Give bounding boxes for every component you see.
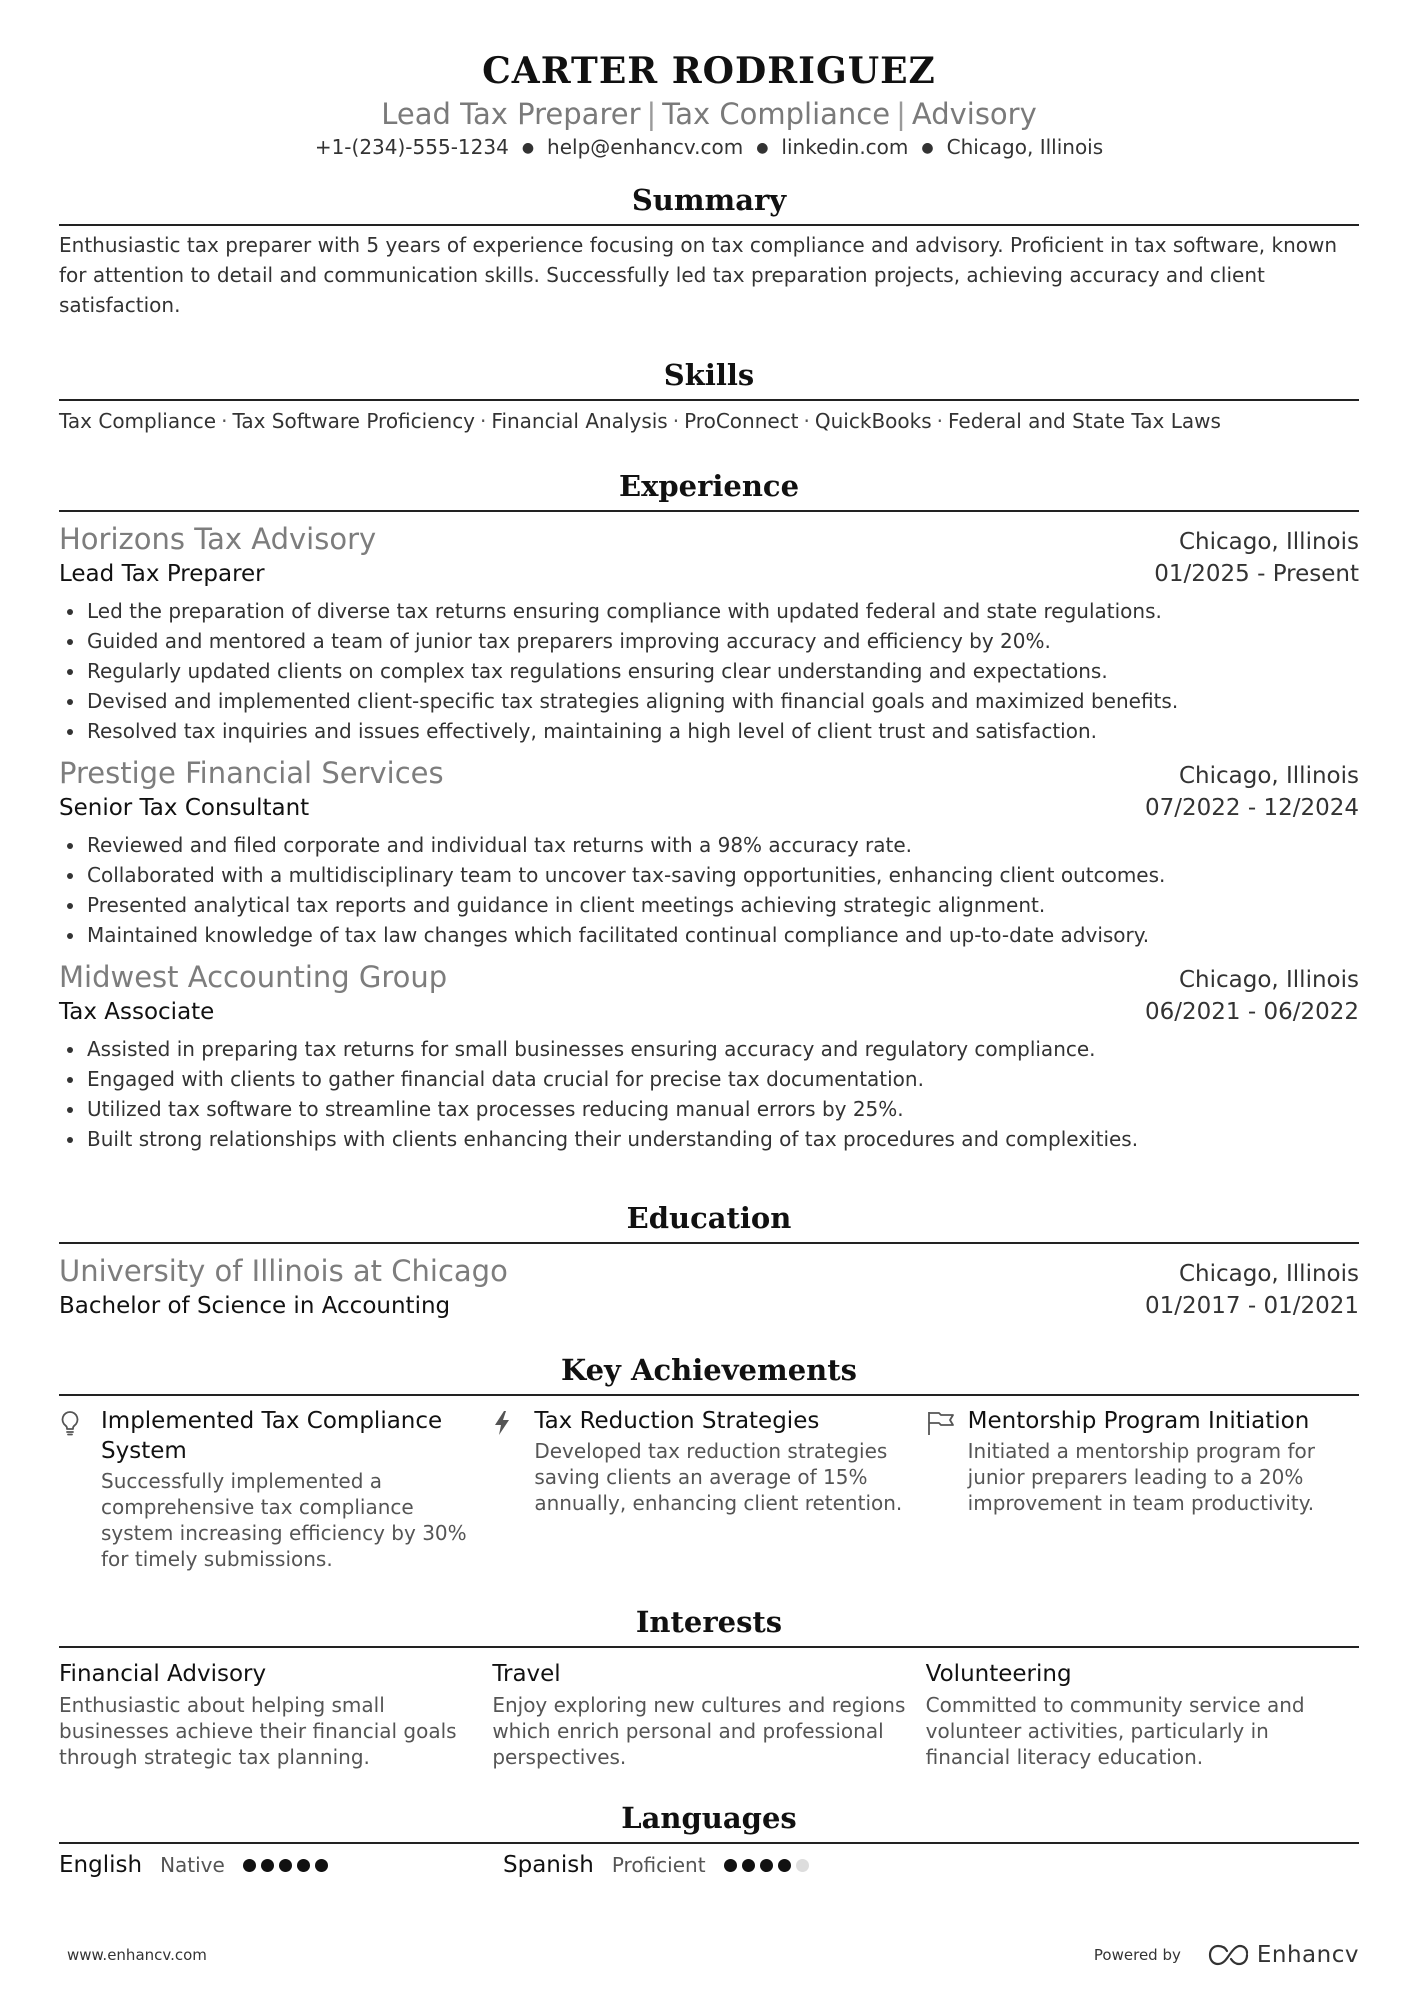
job-entry	[59, 958, 1359, 1154]
rating-dot-filled	[724, 1859, 737, 1872]
rating-dot-filled	[243, 1859, 256, 1872]
company-name: Horizons Tax Advisory	[59, 522, 377, 556]
interest-description: Enjoy exploring new cultures and regions which enrich personal and professional perspectives.	[492, 1693, 906, 1769]
interest-item	[492, 1658, 925, 1770]
company-name: Midwest Accounting Group	[59, 960, 448, 994]
rating-dot-empty	[796, 1859, 809, 1872]
flag-icon	[926, 1406, 968, 1516]
job-dates: 06/2021 - 06/2022	[1144, 999, 1359, 1025]
language-item	[503, 1852, 947, 1878]
language-level: Proficient	[611, 1853, 706, 1877]
skill-item: Tax Compliance	[59, 409, 217, 433]
achievement-title: Implemented Tax Compliance System	[101, 1408, 443, 1464]
interest-item	[59, 1658, 492, 1770]
section-title: Experience	[59, 466, 1359, 512]
proficiency-dots	[724, 1859, 809, 1872]
company-name: Prestige Financial Services	[59, 756, 444, 790]
job-dates: 07/2022 - 12/2024	[1144, 795, 1359, 821]
skills-section	[59, 355, 1359, 435]
resume-header	[59, 0, 1359, 161]
rating-dot-filled	[760, 1859, 773, 1872]
rating-dot-filled	[279, 1859, 292, 1872]
footer	[59, 1942, 1359, 1968]
education-entry	[59, 1252, 1359, 1322]
school-location: Chicago, Illinois	[1178, 1261, 1359, 1287]
achievement-description: Developed tax reduction strategies saving clients an average of 15% annually, enhancing client retention.	[534, 1439, 903, 1515]
summary-section	[59, 180, 1359, 320]
degree: Bachelor of Science in Accounting	[59, 1293, 451, 1319]
interest-title: Financial Advisory	[59, 1661, 267, 1687]
job-location: Chicago, Illinois	[1178, 763, 1359, 789]
headline-item: Advisory	[911, 97, 1037, 131]
school-name: University of Illinois at Chicago	[59, 1254, 508, 1288]
list-item: Engaged with clients to gather financial data crucial for precise tax documentation.	[59, 1064, 1359, 1094]
headline-item: Lead Tax Preparer	[381, 97, 641, 131]
section-title: Interests	[59, 1602, 1359, 1648]
skill-item: Financial Analysis	[491, 409, 668, 433]
job-title: Lead Tax Preparer	[59, 561, 265, 587]
skill-item: QuickBooks	[814, 409, 932, 433]
achievement-title: Tax Reduction Strategies	[534, 1408, 820, 1434]
rating-dot-filled	[297, 1859, 310, 1872]
section-title: Skills	[59, 355, 1359, 401]
list-item: Led the preparation of diverse tax returns ensuring compliance with updated federal and state regulations.	[59, 596, 1359, 626]
list-item: Regularly updated clients on complex tax regulations ensuring clear understanding and expectations.	[59, 656, 1359, 686]
summary-text: Enthusiastic tax preparer with 5 years of experience focusing on tax compliance and advisory. Proficient in tax software, known for attention to detail and communication skills. Successfully led tax preparation projects, achieving accuracy and client satisfaction.	[59, 233, 1338, 317]
brand-name: Enhancv	[1256, 1942, 1359, 1968]
footer-website-link[interactable]: www.enhancv.com	[67, 1946, 207, 1964]
contact-line: +1-(234)-555-1234 ● help@enhancv.com ● linkedin.com ● Chicago, Illinois	[314, 135, 1104, 159]
achievement-item	[492, 1406, 925, 1572]
skill-item: Tax Software Proficiency	[232, 409, 476, 433]
candidate-name: CARTER RODRIGUEZ	[482, 50, 936, 92]
skill-item: Federal and State Tax Laws	[948, 409, 1221, 433]
job-location: Chicago, Illinois	[1178, 967, 1359, 993]
powered-by	[1094, 1942, 1359, 1968]
headline-item: Tax Compliance	[662, 97, 891, 131]
job-bullets	[59, 830, 1359, 950]
enhancv-logo-icon	[1207, 1942, 1253, 1968]
rating-dot-filled	[315, 1859, 328, 1872]
section-title: Education	[59, 1198, 1359, 1244]
job-title: Tax Associate	[59, 999, 215, 1025]
language-name: Spanish	[503, 1852, 594, 1878]
job-location: Chicago, Illinois	[1178, 529, 1359, 555]
lightbulb-icon	[59, 1406, 101, 1572]
achievement-description: Successfully implemented a comprehensive tax compliance system increasing efficiency by 30% for timely submissions.	[101, 1469, 467, 1571]
job-entry	[59, 754, 1359, 950]
job-bullets	[59, 1034, 1359, 1154]
section-title: Languages	[59, 1798, 1359, 1844]
list-item: Utilized tax software to streamline tax processes reducing manual errors by 25%.	[59, 1094, 1359, 1124]
job-title: Senior Tax Consultant	[59, 795, 310, 821]
achievements-section	[59, 1350, 1359, 1572]
rating-dot-filled	[778, 1859, 791, 1872]
education-dates: 01/2017 - 01/2021	[1144, 1293, 1359, 1319]
list-item: Assisted in preparing tax returns for small businesses ensuring accuracy and regulatory compliance.	[59, 1034, 1359, 1064]
achievement-description: Initiated a mentorship program for junior preparers leading to a 20% improvement in team productivity.	[967, 1439, 1315, 1515]
achievement-item	[59, 1406, 492, 1572]
email-link[interactable]: help@enhancv.com	[547, 135, 744, 159]
interest-title: Travel	[492, 1661, 561, 1687]
job-dates: 01/2025 - Present	[1154, 561, 1359, 587]
list-item: Maintained knowledge of tax law changes which facilitated continual compliance and up-to-date advisory.	[59, 920, 1359, 950]
powered-by-label: Powered by	[1093, 1946, 1181, 1964]
interest-description: Committed to community service and volunteer activities, particularly in financial literacy education.	[925, 1693, 1305, 1769]
achievement-item	[926, 1406, 1359, 1572]
interest-item	[926, 1658, 1359, 1770]
list-item: Reviewed and filed corporate and individual tax returns with a 98% accuracy rate.	[59, 830, 1359, 860]
section-title: Key Achievements	[59, 1350, 1359, 1396]
location: Chicago, Illinois	[946, 135, 1104, 159]
skill-item: ProConnect	[684, 409, 799, 433]
rating-dot-filled	[742, 1859, 755, 1872]
list-item: Resolved tax inquiries and issues effectively, maintaining a high level of client trust and satisfaction.	[59, 716, 1359, 746]
linkedin-link[interactable]: linkedin.com	[781, 135, 909, 159]
resume-page	[59, 0, 1359, 1995]
list-item: Collaborated with a multidisciplinary team to uncover tax-saving opportunities, enhancing client outcomes.	[59, 860, 1359, 890]
phone[interactable]: +1-(234)-555-1234	[314, 135, 509, 159]
list-item: Presented analytical tax reports and guidance in client meetings achieving strategic alignment.	[59, 890, 1359, 920]
language-name: English	[59, 1852, 143, 1878]
lightning-icon	[492, 1406, 534, 1516]
list-item: Devised and implemented client-specific tax strategies aligning with financial goals and maximized benefits.	[59, 686, 1359, 716]
education-section	[59, 1198, 1359, 1322]
rating-dot-filled	[261, 1859, 274, 1872]
achievement-title: Mentorship Program Initiation	[967, 1408, 1310, 1434]
job-entry	[59, 520, 1359, 746]
language-level: Native	[160, 1853, 225, 1877]
interest-title: Volunteering	[925, 1661, 1072, 1687]
skills-list: Tax Compliance · Tax Software Proficiency · Financial Analysis · ProConnect · QuickBooks · Federal and State Tax Laws	[59, 409, 1221, 433]
section-title: Summary	[59, 180, 1359, 226]
headline: Lead Tax Preparer | Tax Compliance | Advisory	[381, 97, 1037, 131]
experience-section	[59, 466, 1359, 1154]
list-item: Built strong relationships with clients enhancing their understanding of tax procedures and complexities.	[59, 1124, 1359, 1154]
job-bullets	[59, 596, 1359, 746]
language-item	[59, 1852, 503, 1878]
list-item: Guided and mentored a team of junior tax preparers improving accuracy and efficiency by 20%.	[59, 626, 1359, 656]
interests-section	[59, 1602, 1359, 1770]
proficiency-dots	[243, 1859, 328, 1872]
languages-section	[59, 1798, 1359, 1878]
interest-description: Enthusiastic about helping small businesses achieve their financial goals through strategic tax planning.	[59, 1693, 457, 1769]
